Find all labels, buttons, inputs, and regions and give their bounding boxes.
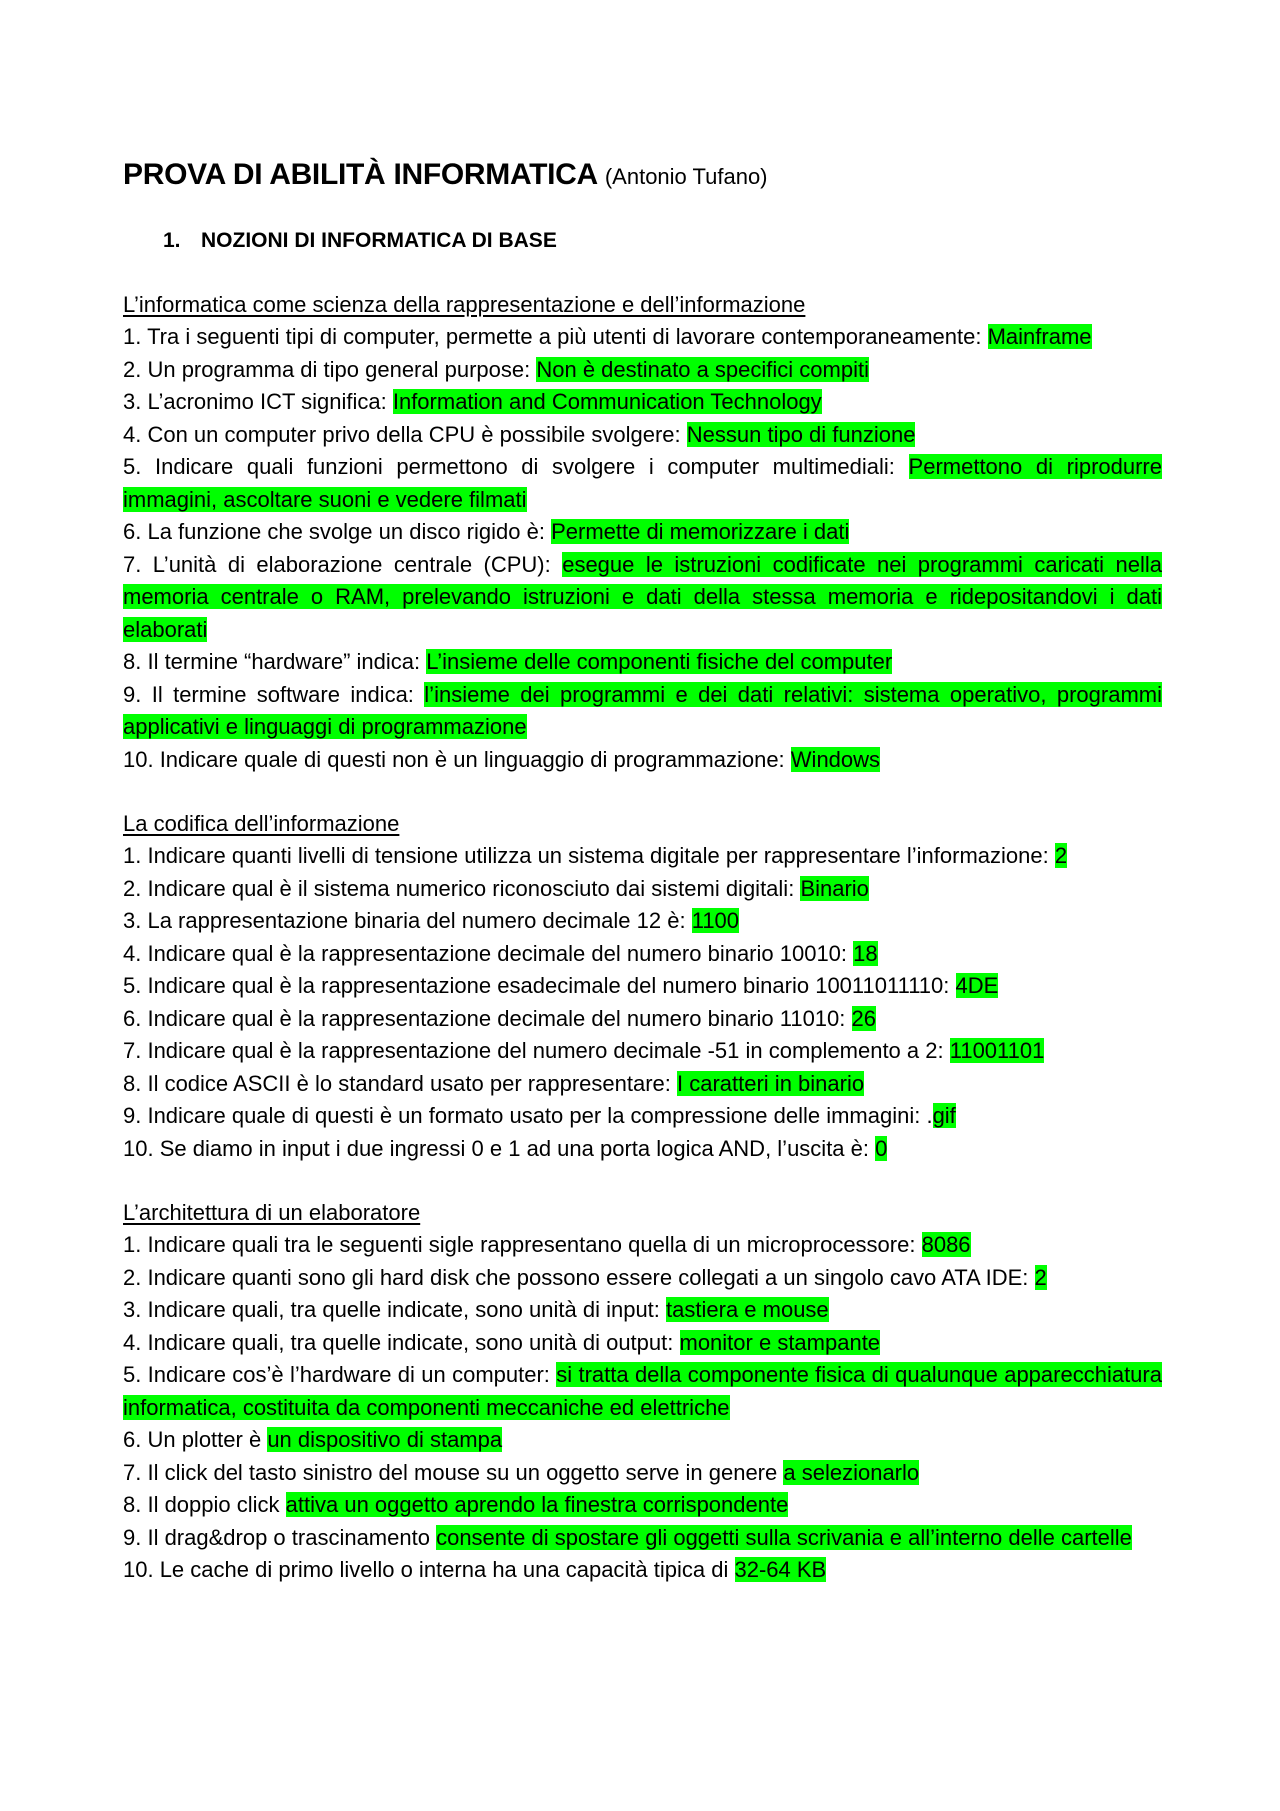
question-item xyxy=(123,419,1162,452)
question-item xyxy=(123,1068,1162,1101)
answer-highlight: 32-64 KB xyxy=(734,1557,827,1582)
answer-highlight: Binario xyxy=(800,875,869,901)
question-item xyxy=(123,1327,1162,1360)
question-text: 8. Il termine “hardware” indica: xyxy=(123,649,421,674)
question-text: 1. Tra i seguenti tipi di computer, permette a più utenti di lavorare contemporaneamente: xyxy=(123,324,982,349)
question-item xyxy=(123,354,1162,387)
question-item xyxy=(123,1424,1162,1457)
question-text: 9. Indicare quale di questi è un formato usato per la compressione delle immagini: . xyxy=(123,1103,933,1128)
answer-highlight: 2 xyxy=(1054,843,1068,868)
question-item xyxy=(123,451,1162,516)
sections-container xyxy=(123,289,1162,1587)
question-item xyxy=(123,1294,1162,1327)
question-item xyxy=(123,1262,1162,1295)
question-item xyxy=(123,1035,1162,1068)
answer-highlight: Information and Communication Technology xyxy=(392,389,822,414)
answer-highlight: gif xyxy=(932,1103,956,1128)
answer-highlight: a selezionarlo xyxy=(783,1459,920,1485)
answer-highlight: Nessun tipo di funzione xyxy=(686,421,916,447)
question-item xyxy=(123,873,1162,906)
answer-highlight: Permettono di riprodurre immagini, ascoltare suoni e vedere filmati xyxy=(123,454,1162,512)
question-text: 1. Indicare quanti livelli di tensione utilizza un sistema digitale per rappresentare l’informazione: xyxy=(123,843,1049,868)
question-item xyxy=(123,744,1162,777)
answer-highlight: esegue le istruzioni codificate nei programmi caricati nella memoria centrale o RAM, prelevando istruzioni e dati della stessa memoria e ridepositandovi i dati elaborati xyxy=(123,551,1162,642)
answer-highlight: l’insieme dei programmi e dei dati relativi: sistema operativo, programmi applicativi e linguaggi di programmazione xyxy=(123,681,1162,739)
question-text: 3. L’acronimo ICT significa: xyxy=(123,389,387,414)
question-item xyxy=(123,549,1162,647)
question-text: 7. Il click del tasto sinistro del mouse su un oggetto serve in genere xyxy=(123,1459,778,1485)
document-title xyxy=(123,155,1162,197)
section-heading: L’architettura di un elaboratore xyxy=(123,1200,421,1225)
section-heading: La codifica dell’informazione xyxy=(123,811,400,836)
question-text: 5. Indicare cos’è l’hardware di un computer: xyxy=(123,1362,550,1387)
question-item xyxy=(123,1100,1162,1133)
question-text: 10. Le cache di primo livello o interna ha una capacità tipica di xyxy=(123,1557,729,1582)
question-text: 6. La funzione che svolge un disco rigido è: xyxy=(123,519,545,544)
answer-highlight: attiva un oggetto aprendo la finestra corrispondente xyxy=(285,1492,789,1517)
answer-highlight: 2 xyxy=(1034,1264,1047,1290)
chapter-heading xyxy=(163,225,1162,257)
section xyxy=(123,808,1162,1165)
answer-highlight: 8086 xyxy=(921,1232,971,1257)
section-heading: L’informatica come scienza della rappresentazione e dell’informazione xyxy=(123,292,806,317)
answer-highlight: consente di spostare gli oggetti sulla scrivania e all’interno delle cartelle xyxy=(436,1524,1132,1550)
answer-highlight: monitor e stampante xyxy=(679,1329,881,1355)
question-item xyxy=(123,1457,1162,1490)
question-item xyxy=(123,840,1162,873)
answer-highlight: 26 xyxy=(851,1005,876,1031)
question-text: 3. Indicare quali, tra quelle indicate, sono unità di input: xyxy=(123,1297,660,1322)
question-text: 2. Indicare qual è il sistema numerico riconosciuto dai sistemi digitali: xyxy=(123,875,795,901)
question-item xyxy=(123,1003,1162,1036)
question-item xyxy=(123,938,1162,971)
answer-highlight: Non è destinato a specifici compiti xyxy=(536,356,869,382)
author-name: (Antonio Tufano) xyxy=(604,164,768,189)
question-text: 3. La rappresentazione binaria del numero decimale 12 è: xyxy=(123,908,686,933)
question-item xyxy=(123,905,1162,938)
question-item xyxy=(123,516,1162,549)
question-text: 8. Il doppio click xyxy=(123,1492,280,1517)
chapter-label: NOZIONI DI INFORMATICA DI BASE xyxy=(201,229,557,252)
question-text: 8. Il codice ASCII è lo standard usato per rappresentare: xyxy=(123,1070,671,1096)
question-item xyxy=(123,1554,1162,1587)
answer-highlight: Mainframe xyxy=(987,324,1092,349)
chapter-number: 1. xyxy=(163,229,181,252)
question-item xyxy=(123,679,1162,744)
question-text: 10. Indicare quale di questi non è un linguaggio di programmazione: xyxy=(123,746,785,772)
question-text: 7. L’unità di elaborazione centrale (CPU): xyxy=(123,551,551,577)
answer-highlight: L’insieme delle componenti fisiche del computer xyxy=(426,649,893,674)
question-text: 5. Indicare quali funzioni permettono di svolgere i computer multimediali: xyxy=(123,454,895,479)
answer-highlight: si tratta della componente fisica di qualunque apparecchiatura informatica, costituita da componenti meccaniche ed elettriche xyxy=(123,1362,1162,1420)
section xyxy=(123,1197,1162,1587)
question-text: 9. Il drag&drop o trascinamento xyxy=(123,1524,430,1550)
answer-highlight: Windows xyxy=(790,746,881,772)
question-text: 5. Indicare qual è la rappresentazione esadecimale del numero binario 10011011110: xyxy=(123,973,950,998)
question-item xyxy=(123,646,1162,679)
answer-highlight: un dispositivo di stampa xyxy=(267,1427,503,1452)
answer-highlight: 0 xyxy=(875,1135,888,1161)
question-text: 6. Indicare qual è la rappresentazione decimale del numero binario 11010: xyxy=(123,1005,846,1031)
question-text: 4. Indicare quali, tra quelle indicate, sono unità di output: xyxy=(123,1329,674,1355)
question-item xyxy=(123,1359,1162,1424)
question-text: 1. Indicare quali tra le seguenti sigle rappresentano quella di un microprocessore: xyxy=(123,1232,916,1257)
question-item xyxy=(123,1229,1162,1262)
question-text: 2. Indicare quanti sono gli hard disk che possono essere collegati a un singolo cavo ATA IDE: xyxy=(123,1264,1029,1290)
question-text: 10. Se diamo in input i due ingressi 0 e 1 ad una porta logica AND, l’uscita è: xyxy=(123,1135,870,1161)
title-text: PROVA DI ABILITÀ INFORMATICA xyxy=(123,158,597,191)
question-text: 9. Il termine software indica: xyxy=(123,681,414,707)
section xyxy=(123,289,1162,776)
answer-highlight: I caratteri in binario xyxy=(677,1070,865,1096)
question-item xyxy=(123,1522,1162,1555)
answer-highlight: 18 xyxy=(853,940,878,966)
question-text: 7. Indicare qual è la rappresentazione del numero decimale -51 in complemento a 2: xyxy=(123,1038,944,1063)
question-text: 6. Un plotter è xyxy=(123,1427,262,1452)
question-text: 4. Con un computer privo della CPU è possibile svolgere: xyxy=(123,421,681,447)
question-item xyxy=(123,1489,1162,1522)
answer-highlight: 11001101 xyxy=(949,1038,1045,1063)
answer-highlight: 4DE xyxy=(955,973,999,998)
question-text: 2. Un programma di tipo general purpose: xyxy=(123,356,531,382)
answer-highlight: Permette di memorizzare i dati xyxy=(551,519,850,544)
question-text: 4. Indicare qual è la rappresentazione decimale del numero binario 10010: xyxy=(123,940,848,966)
question-item xyxy=(123,1133,1162,1166)
answer-highlight: tastiera e mouse xyxy=(666,1297,829,1322)
question-item xyxy=(123,970,1162,1003)
question-item xyxy=(123,386,1162,419)
answer-highlight: 1100 xyxy=(691,908,740,933)
question-item xyxy=(123,321,1162,354)
